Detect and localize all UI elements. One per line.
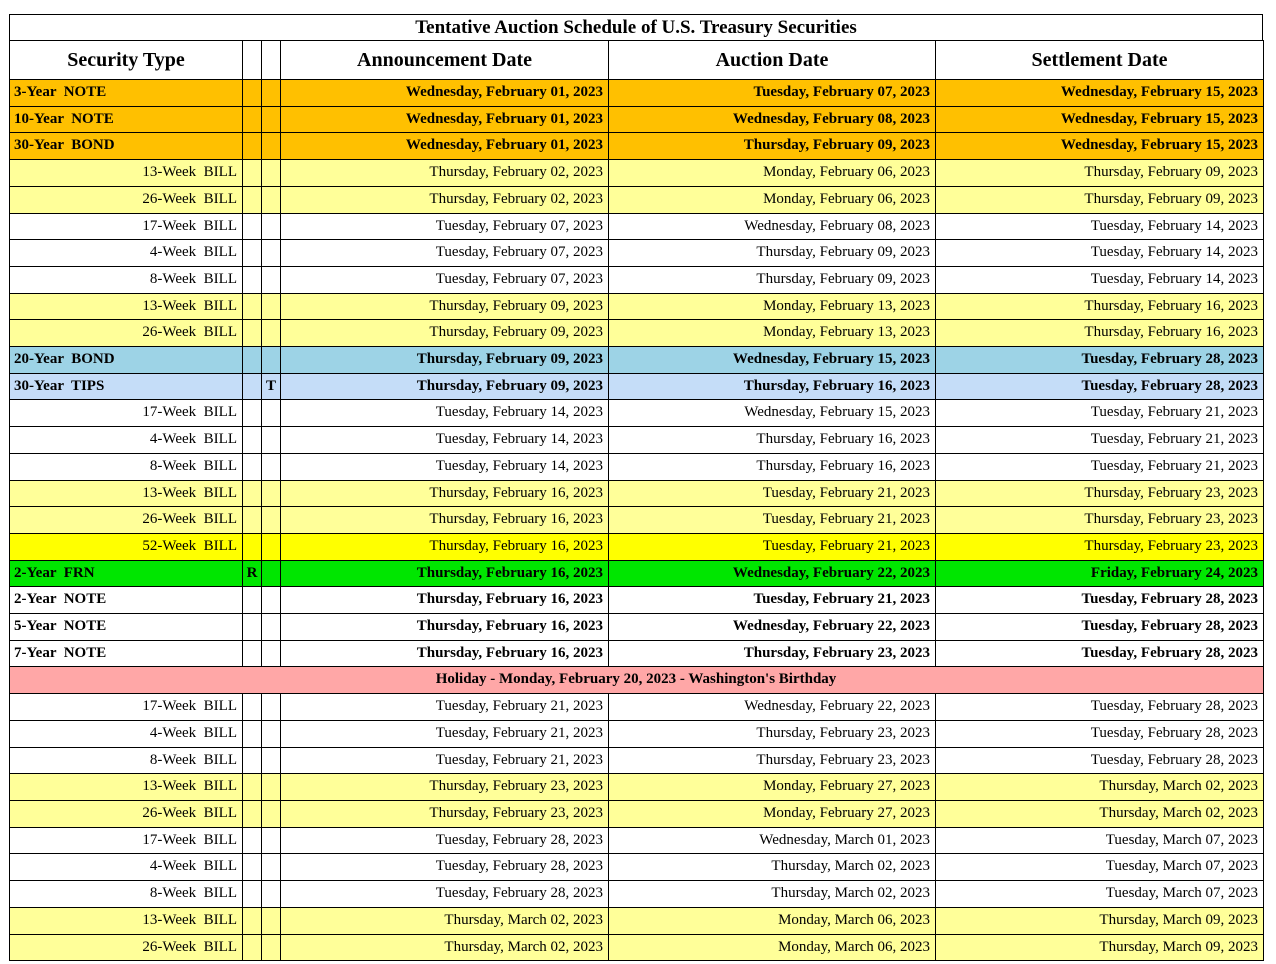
- auction-date-cell: Thursday, February 09, 2023: [609, 266, 936, 293]
- announcement-date-cell: Thursday, February 09, 2023: [281, 293, 609, 320]
- settlement-date-cell: Thursday, February 09, 2023: [936, 186, 1264, 213]
- security-type-cell: 5-Year NOTE: [10, 614, 243, 641]
- settlement-date-cell: Tuesday, February 28, 2023: [936, 640, 1264, 667]
- flag-cell-1: [243, 293, 262, 320]
- settlement-date-cell: Tuesday, February 28, 2023: [936, 694, 1264, 721]
- table-row: [10, 80, 1264, 107]
- announcement-date-cell: Tuesday, February 28, 2023: [281, 881, 609, 908]
- auction-date-cell: Wednesday, February 22, 2023: [609, 694, 936, 721]
- announcement-date-cell: Thursday, February 16, 2023: [281, 480, 609, 507]
- settlement-date-cell: Thursday, February 16, 2023: [936, 293, 1264, 320]
- flag-cell-2: [262, 560, 281, 587]
- table-row: [10, 320, 1264, 347]
- flag-cell-2: [262, 533, 281, 560]
- auction-date-cell: Wednesday, February 08, 2023: [609, 213, 936, 240]
- announcement-date-cell: Tuesday, February 21, 2023: [281, 694, 609, 721]
- auction-date-cell: Thursday, February 09, 2023: [609, 133, 936, 160]
- auction-date-cell: Tuesday, February 21, 2023: [609, 533, 936, 560]
- announcement-date-cell: Thursday, March 02, 2023: [281, 934, 609, 961]
- settlement-date-cell: Tuesday, February 28, 2023: [936, 587, 1264, 614]
- security-type-cell: 2-Year NOTE: [10, 587, 243, 614]
- flag-cell-2: [262, 400, 281, 427]
- holiday-cell: Holiday - Monday, February 20, 2023 - Washington's Birthday: [10, 667, 1264, 694]
- table-row: [10, 827, 1264, 854]
- auction-date-cell: Tuesday, February 21, 2023: [609, 480, 936, 507]
- settlement-date-cell: Tuesday, March 07, 2023: [936, 881, 1264, 908]
- schedule-table: [9, 40, 1264, 961]
- flag-cell-1: [243, 213, 262, 240]
- security-type-cell: 30-Year BOND: [10, 133, 243, 160]
- flag-cell-1: [243, 720, 262, 747]
- announcement-date-cell: Thursday, February 23, 2023: [281, 800, 609, 827]
- security-type-cell: 4-Week BILL: [10, 240, 243, 267]
- auction-date-cell: Wednesday, February 15, 2023: [609, 347, 936, 374]
- auction-date-cell: Thursday, February 23, 2023: [609, 640, 936, 667]
- auction-date-cell: Wednesday, February 22, 2023: [609, 614, 936, 641]
- announcement-date-cell: Tuesday, February 14, 2023: [281, 427, 609, 454]
- flag-cell-1: [243, 747, 262, 774]
- settlement-date-cell: Wednesday, February 15, 2023: [936, 106, 1264, 133]
- table-row: [10, 347, 1264, 374]
- table-row: [10, 213, 1264, 240]
- table-row: [10, 427, 1264, 454]
- flag-cell-2: T: [262, 373, 281, 400]
- flag-cell-1: R: [243, 560, 262, 587]
- security-type-cell: 7-Year NOTE: [10, 640, 243, 667]
- settlement-date-cell: Thursday, March 09, 2023: [936, 934, 1264, 961]
- settlement-date-cell: Tuesday, February 14, 2023: [936, 240, 1264, 267]
- settlement-date-cell: Tuesday, February 14, 2023: [936, 266, 1264, 293]
- flag-cell-1: [243, 694, 262, 721]
- settlement-date-cell: Thursday, March 02, 2023: [936, 800, 1264, 827]
- security-type-cell: 30-Year TIPS: [10, 373, 243, 400]
- flag-cell-2: [262, 694, 281, 721]
- table-row: [10, 400, 1264, 427]
- auction-date-cell: Thursday, February 16, 2023: [609, 453, 936, 480]
- auction-date-cell: Tuesday, February 07, 2023: [609, 80, 936, 107]
- settlement-date-cell: Thursday, February 23, 2023: [936, 533, 1264, 560]
- auction-schedule-sheet: [9, 14, 1263, 961]
- announcement-date-cell: Thursday, February 09, 2023: [281, 347, 609, 374]
- settlement-date-cell: Tuesday, February 28, 2023: [936, 747, 1264, 774]
- settlement-date-cell: Thursday, February 09, 2023: [936, 160, 1264, 187]
- auction-date-cell: Thursday, March 02, 2023: [609, 854, 936, 881]
- announcement-date-cell: Thursday, February 16, 2023: [281, 587, 609, 614]
- auction-date-cell: Thursday, February 09, 2023: [609, 240, 936, 267]
- flag-cell-2: [262, 106, 281, 133]
- auction-date-cell: Wednesday, February 22, 2023: [609, 560, 936, 587]
- flag-cell-1: [243, 507, 262, 534]
- header-flag-1: [243, 41, 262, 80]
- flag-cell-2: [262, 80, 281, 107]
- table-row: [10, 240, 1264, 267]
- flag-cell-2: [262, 480, 281, 507]
- security-type-cell: 8-Week BILL: [10, 453, 243, 480]
- flag-cell-2: [262, 453, 281, 480]
- security-type-cell: 17-Week BILL: [10, 694, 243, 721]
- announcement-date-cell: Tuesday, February 07, 2023: [281, 266, 609, 293]
- table-row: [10, 774, 1264, 801]
- flag-cell-1: [243, 427, 262, 454]
- announcement-date-cell: Thursday, February 16, 2023: [281, 507, 609, 534]
- flag-cell-1: [243, 186, 262, 213]
- table-row: [10, 266, 1264, 293]
- settlement-date-cell: Tuesday, March 07, 2023: [936, 827, 1264, 854]
- auction-date-cell: Thursday, February 16, 2023: [609, 373, 936, 400]
- security-type-cell: 8-Week BILL: [10, 266, 243, 293]
- security-type-cell: 13-Week BILL: [10, 907, 243, 934]
- security-type-cell: 17-Week BILL: [10, 213, 243, 240]
- flag-cell-2: [262, 160, 281, 187]
- auction-date-cell: Monday, February 13, 2023: [609, 293, 936, 320]
- announcement-date-cell: Thursday, February 02, 2023: [281, 186, 609, 213]
- table-row: [10, 106, 1264, 133]
- announcement-date-cell: Thursday, February 09, 2023: [281, 320, 609, 347]
- announcement-date-cell: Thursday, March 02, 2023: [281, 907, 609, 934]
- flag-cell-1: [243, 907, 262, 934]
- security-type-cell: 13-Week BILL: [10, 774, 243, 801]
- auction-date-cell: Monday, February 06, 2023: [609, 186, 936, 213]
- security-type-cell: 17-Week BILL: [10, 400, 243, 427]
- table-row: [10, 934, 1264, 961]
- table-row: [10, 560, 1264, 587]
- announcement-date-cell: Tuesday, February 21, 2023: [281, 747, 609, 774]
- flag-cell-1: [243, 266, 262, 293]
- flag-cell-1: [243, 80, 262, 107]
- table-row: [10, 640, 1264, 667]
- security-type-cell: 20-Year BOND: [10, 347, 243, 374]
- flag-cell-1: [243, 800, 262, 827]
- flag-cell-2: [262, 240, 281, 267]
- announcement-date-cell: Thursday, February 16, 2023: [281, 614, 609, 641]
- flag-cell-2: [262, 640, 281, 667]
- flag-cell-2: [262, 213, 281, 240]
- auction-date-cell: Wednesday, February 08, 2023: [609, 106, 936, 133]
- auction-date-cell: Thursday, February 23, 2023: [609, 747, 936, 774]
- flag-cell-2: [262, 347, 281, 374]
- security-type-cell: 3-Year NOTE: [10, 80, 243, 107]
- auction-date-cell: Monday, March 06, 2023: [609, 907, 936, 934]
- flag-cell-2: [262, 293, 281, 320]
- auction-date-cell: Monday, February 27, 2023: [609, 800, 936, 827]
- security-type-cell: 26-Week BILL: [10, 320, 243, 347]
- security-type-cell: 13-Week BILL: [10, 160, 243, 187]
- announcement-date-cell: Tuesday, February 28, 2023: [281, 854, 609, 881]
- announcement-date-cell: Wednesday, February 01, 2023: [281, 80, 609, 107]
- security-type-cell: 13-Week BILL: [10, 293, 243, 320]
- auction-date-cell: Wednesday, February 15, 2023: [609, 400, 936, 427]
- flag-cell-2: [262, 266, 281, 293]
- flag-cell-1: [243, 587, 262, 614]
- announcement-date-cell: Wednesday, February 01, 2023: [281, 133, 609, 160]
- settlement-date-cell: Tuesday, February 28, 2023: [936, 347, 1264, 374]
- flag-cell-2: [262, 587, 281, 614]
- auction-date-cell: Wednesday, March 01, 2023: [609, 827, 936, 854]
- flag-cell-2: [262, 800, 281, 827]
- table-row: [10, 881, 1264, 908]
- announcement-date-cell: Thursday, February 16, 2023: [281, 560, 609, 587]
- auction-date-cell: Monday, February 27, 2023: [609, 774, 936, 801]
- header-row: [10, 41, 1264, 80]
- table-row: [10, 800, 1264, 827]
- announcement-date-cell: Tuesday, February 07, 2023: [281, 213, 609, 240]
- flag-cell-2: [262, 320, 281, 347]
- header-settlement-date: Settlement Date: [936, 41, 1264, 80]
- settlement-date-cell: Thursday, February 23, 2023: [936, 480, 1264, 507]
- settlement-date-cell: Thursday, March 09, 2023: [936, 907, 1264, 934]
- flag-cell-1: [243, 320, 262, 347]
- header-auction-date: Auction Date: [609, 41, 936, 80]
- auction-date-cell: Monday, February 13, 2023: [609, 320, 936, 347]
- table-row: [10, 533, 1264, 560]
- header-announcement-date: Announcement Date: [281, 41, 609, 80]
- announcement-date-cell: Tuesday, February 07, 2023: [281, 240, 609, 267]
- settlement-date-cell: Tuesday, February 21, 2023: [936, 427, 1264, 454]
- settlement-date-cell: Tuesday, March 07, 2023: [936, 854, 1264, 881]
- table-row: [10, 480, 1264, 507]
- table-row: [10, 507, 1264, 534]
- announcement-date-cell: Thursday, February 16, 2023: [281, 640, 609, 667]
- announcement-date-cell: Tuesday, February 14, 2023: [281, 400, 609, 427]
- flag-cell-1: [243, 614, 262, 641]
- settlement-date-cell: Tuesday, February 28, 2023: [936, 720, 1264, 747]
- table-row: [10, 160, 1264, 187]
- settlement-date-cell: Tuesday, February 21, 2023: [936, 400, 1264, 427]
- announcement-date-cell: Tuesday, February 14, 2023: [281, 453, 609, 480]
- settlement-date-cell: Tuesday, February 21, 2023: [936, 453, 1264, 480]
- security-type-cell: 52-Week BILL: [10, 533, 243, 560]
- security-type-cell: 4-Week BILL: [10, 854, 243, 881]
- auction-date-cell: Thursday, February 16, 2023: [609, 427, 936, 454]
- settlement-date-cell: Thursday, February 23, 2023: [936, 507, 1264, 534]
- announcement-date-cell: Wednesday, February 01, 2023: [281, 106, 609, 133]
- table-row: [10, 854, 1264, 881]
- table-row: [10, 720, 1264, 747]
- security-type-cell: 13-Week BILL: [10, 480, 243, 507]
- flag-cell-2: [262, 747, 281, 774]
- security-type-cell: 4-Week BILL: [10, 427, 243, 454]
- security-type-cell: 26-Week BILL: [10, 507, 243, 534]
- settlement-date-cell: Wednesday, February 15, 2023: [936, 133, 1264, 160]
- table-row: [10, 907, 1264, 934]
- holiday-row: [10, 667, 1264, 694]
- settlement-date-cell: Tuesday, February 14, 2023: [936, 213, 1264, 240]
- schedule-rows: [10, 80, 1264, 961]
- flag-cell-1: [243, 881, 262, 908]
- header-security-type: Security Type: [10, 41, 243, 80]
- settlement-date-cell: Tuesday, February 28, 2023: [936, 614, 1264, 641]
- table-row: [10, 747, 1264, 774]
- flag-cell-1: [243, 854, 262, 881]
- announcement-date-cell: Thursday, February 02, 2023: [281, 160, 609, 187]
- announcement-date-cell: Tuesday, February 28, 2023: [281, 827, 609, 854]
- flag-cell-2: [262, 774, 281, 801]
- flag-cell-1: [243, 774, 262, 801]
- announcement-date-cell: Tuesday, February 21, 2023: [281, 720, 609, 747]
- flag-cell-1: [243, 533, 262, 560]
- security-type-cell: 17-Week BILL: [10, 827, 243, 854]
- flag-cell-1: [243, 453, 262, 480]
- flag-cell-2: [262, 614, 281, 641]
- schedule-title: Tentative Auction Schedule of U.S. Treasury Securities: [9, 14, 1263, 40]
- flag-cell-1: [243, 400, 262, 427]
- security-type-cell: 26-Week BILL: [10, 186, 243, 213]
- flag-cell-1: [243, 934, 262, 961]
- flag-cell-2: [262, 854, 281, 881]
- flag-cell-1: [243, 160, 262, 187]
- flag-cell-2: [262, 907, 281, 934]
- flag-cell-2: [262, 720, 281, 747]
- settlement-date-cell: Wednesday, February 15, 2023: [936, 80, 1264, 107]
- security-type-cell: 26-Week BILL: [10, 800, 243, 827]
- flag-cell-1: [243, 480, 262, 507]
- announcement-date-cell: Thursday, February 16, 2023: [281, 533, 609, 560]
- flag-cell-2: [262, 507, 281, 534]
- auction-date-cell: Thursday, March 02, 2023: [609, 881, 936, 908]
- announcement-date-cell: Thursday, February 23, 2023: [281, 774, 609, 801]
- flag-cell-1: [243, 240, 262, 267]
- security-type-cell: 4-Week BILL: [10, 720, 243, 747]
- auction-date-cell: Monday, March 06, 2023: [609, 934, 936, 961]
- auction-date-cell: Thursday, February 23, 2023: [609, 720, 936, 747]
- flag-cell-2: [262, 934, 281, 961]
- flag-cell-1: [243, 640, 262, 667]
- table-row: [10, 614, 1264, 641]
- security-type-cell: 26-Week BILL: [10, 934, 243, 961]
- flag-cell-2: [262, 881, 281, 908]
- settlement-date-cell: Friday, February 24, 2023: [936, 560, 1264, 587]
- announcement-date-cell: Thursday, February 09, 2023: [281, 373, 609, 400]
- table-row: [10, 293, 1264, 320]
- flag-cell-2: [262, 186, 281, 213]
- flag-cell-1: [243, 827, 262, 854]
- table-row: [10, 373, 1264, 400]
- table-row: [10, 133, 1264, 160]
- settlement-date-cell: Thursday, March 02, 2023: [936, 774, 1264, 801]
- auction-date-cell: Tuesday, February 21, 2023: [609, 507, 936, 534]
- settlement-date-cell: Thursday, February 16, 2023: [936, 320, 1264, 347]
- flag-cell-2: [262, 827, 281, 854]
- flag-cell-1: [243, 347, 262, 374]
- header-flag-2: [262, 41, 281, 80]
- flag-cell-1: [243, 133, 262, 160]
- security-type-cell: 2-Year FRN: [10, 560, 243, 587]
- auction-date-cell: Tuesday, February 21, 2023: [609, 587, 936, 614]
- table-row: [10, 186, 1264, 213]
- table-row: [10, 694, 1264, 721]
- security-type-cell: 10-Year NOTE: [10, 106, 243, 133]
- security-type-cell: 8-Week BILL: [10, 881, 243, 908]
- flag-cell-2: [262, 133, 281, 160]
- flag-cell-1: [243, 373, 262, 400]
- flag-cell-1: [243, 106, 262, 133]
- table-row: [10, 587, 1264, 614]
- table-row: [10, 453, 1264, 480]
- security-type-cell: 8-Week BILL: [10, 747, 243, 774]
- auction-date-cell: Monday, February 06, 2023: [609, 160, 936, 187]
- settlement-date-cell: Tuesday, February 28, 2023: [936, 373, 1264, 400]
- flag-cell-2: [262, 427, 281, 454]
